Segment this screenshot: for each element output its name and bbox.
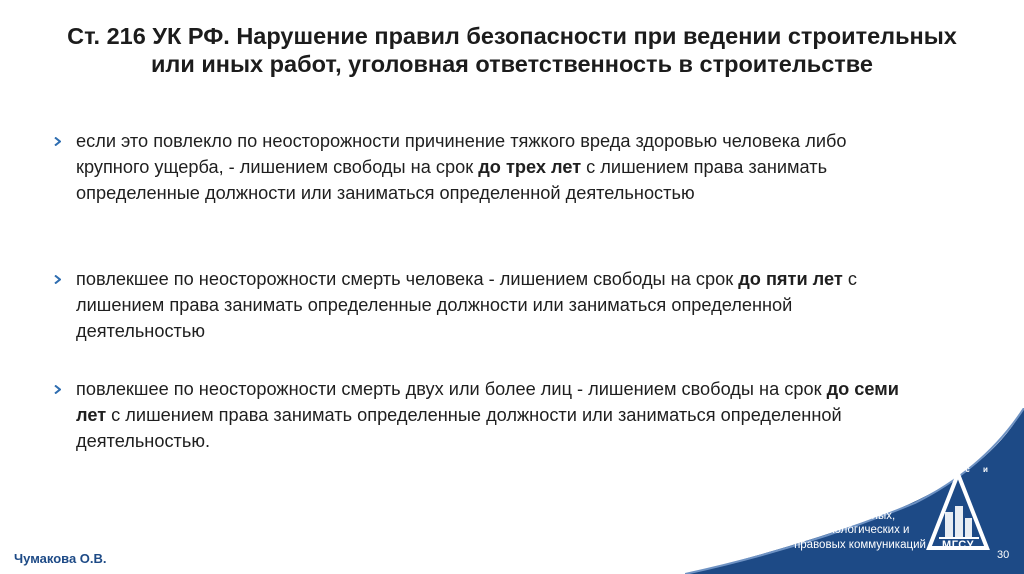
bullet-text: повлекшее по неосторожности смерть человека - лишением свободы на срок до пяти лет с лишением права занимать определенные должности или заниматься определенной деятельностью: [76, 269, 857, 341]
chevron-right-icon: [54, 137, 61, 146]
bullet-text: если это повлекло по неосторожности причинение тяжкого вреда здоровью человека либо крупного ущерба, - лишением свободы на срок до трех лет с лишением права занимать определенные должности или заниматься определенной деятельностью: [76, 131, 847, 203]
slide-title: [20, 22, 1004, 78]
chevron-right-icon: [54, 275, 61, 284]
logo-text: МГСУ: [942, 539, 974, 551]
department-name: Кафедра Социальных, психологических и правовых коммуникаций: [794, 495, 926, 551]
bullet-emphasis: до пяти лет: [738, 269, 843, 289]
bullet-emphasis: до семи лет: [76, 379, 899, 425]
bullet-emphasis: до трех лет: [478, 157, 582, 177]
title-line-2: или иных работ, уголовная ответственность в строительстве: [150, 51, 873, 77]
chevron-right-icon: [54, 385, 61, 394]
title-line-1: Ст. 216 УК РФ. Нарушение правил безопасности при ведении строительных: [67, 23, 957, 49]
page-number: 30: [997, 549, 1010, 561]
logo-letters: м и с и: [928, 465, 988, 474]
author-name: Чумакова О.В.: [14, 551, 107, 566]
bullet-text: повлекшее по неосторожности смерть двух или более лиц - лишением свободы на срок до семи лет с лишением права занимать определенные должности или заниматься определенной деятельностью.: [76, 379, 899, 451]
